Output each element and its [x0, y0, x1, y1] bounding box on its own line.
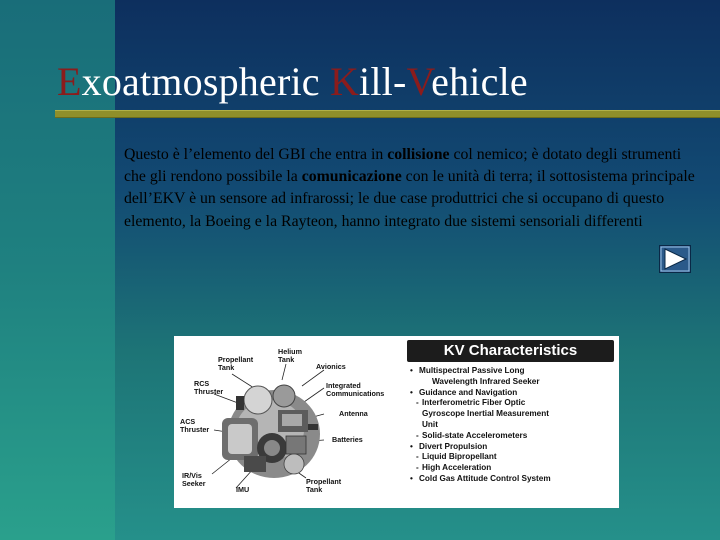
label-helium-tank: Helium Tank [278, 347, 302, 364]
next-arrow-icon [660, 246, 690, 272]
kv-item-text: Liquid Bipropellant [422, 452, 497, 462]
kv-title-box [407, 340, 614, 362]
kv-characteristics-title: KV Characteristics [443, 342, 578, 359]
title-part: ill- [359, 59, 407, 104]
kv-item-text: Cold Gas Attitude Control System [419, 473, 551, 483]
body-paragraph [124, 144, 699, 233]
title-part: V [406, 59, 432, 104]
kv-item-text: Wavelength Infrared Seeker [432, 376, 540, 386]
body-bold-comunicazione: comunicazione [301, 168, 402, 186]
label-integrated-communications: Integrated Communications [326, 381, 385, 398]
kv-item-text: Interferometric Fiber Optic [422, 398, 526, 408]
kv-figure [174, 336, 619, 508]
title-underline-rule [55, 110, 720, 118]
kv-bullet: - [416, 452, 419, 462]
label-avionics: Avionics [316, 362, 346, 371]
kv-item-text: Gyroscope Inertial Measurement [422, 409, 549, 419]
kv-bullet: • [410, 366, 413, 375]
label-irvis-seeker: IR/Vis Seeker [182, 471, 206, 488]
kv-list-item [410, 463, 616, 474]
label-imu: IMU [236, 485, 250, 494]
kv-bullet: • [410, 441, 413, 451]
title-part: E [57, 59, 82, 104]
kv-diagram [174, 336, 406, 508]
kv-characteristics-list [410, 366, 616, 485]
body-text-segment: Questo è l’elemento del GBI che entra in [124, 146, 388, 163]
body-text-segment: con le unità di terra; il sottosistema principale dell’EKV è un sensore ad infrarossi; le due case produttrici che si occupano di questo elemento, la Boeing e la Rayteon, hanno integrato due sistemi sensoriali differenti [124, 168, 695, 230]
kv-item-text: Unit [422, 419, 438, 429]
label-antenna: Antenna [339, 409, 368, 418]
kv-bullet: - [416, 463, 419, 473]
kv-list-item [410, 431, 616, 442]
kv-list-item [410, 388, 616, 399]
title-part: K [329, 59, 360, 104]
kv-bullet: - [416, 430, 419, 440]
kv-list-item [410, 420, 616, 431]
body-text-segment: col nemico; è dotato degli strumenti che gli rendono possibile la [124, 146, 682, 186]
kv-item-text: Divert Propulsion [419, 441, 488, 451]
kv-list-item [410, 474, 616, 485]
kv-bullet: • [410, 387, 413, 397]
kv-list-item [410, 452, 616, 463]
label-propellant-tank: Propellant Tank [218, 355, 254, 372]
kv-item-text: Multispectral Passive Long [419, 366, 525, 375]
title-part: xoatmospheric [81, 59, 330, 104]
kv-list-item [410, 377, 616, 388]
kv-bullet: • [410, 473, 413, 483]
kv-item-text: High Acceleration [422, 463, 492, 473]
kv-list-item [410, 398, 616, 409]
title-part: ehicle [431, 59, 528, 104]
kv-item-text: Guidance and Navigation [419, 387, 518, 397]
body-bold-collisione: collisione [387, 146, 450, 163]
kv-list-item [410, 366, 616, 377]
kv-item-text: Solid-state Accelerometers [422, 430, 528, 440]
label-acs-thruster: ACS Thruster [180, 417, 210, 434]
label-rcs-thruster: RCS Thruster [194, 379, 224, 396]
label-batteries: Batteries [332, 435, 363, 444]
next-slide-button[interactable] [659, 245, 691, 273]
slide-title [57, 58, 528, 105]
label-propellant-tank-bottom: Propellant Tank [306, 477, 342, 494]
kv-list-item [410, 442, 616, 453]
kv-bullet: - [416, 398, 419, 408]
kv-list-item [410, 409, 616, 420]
